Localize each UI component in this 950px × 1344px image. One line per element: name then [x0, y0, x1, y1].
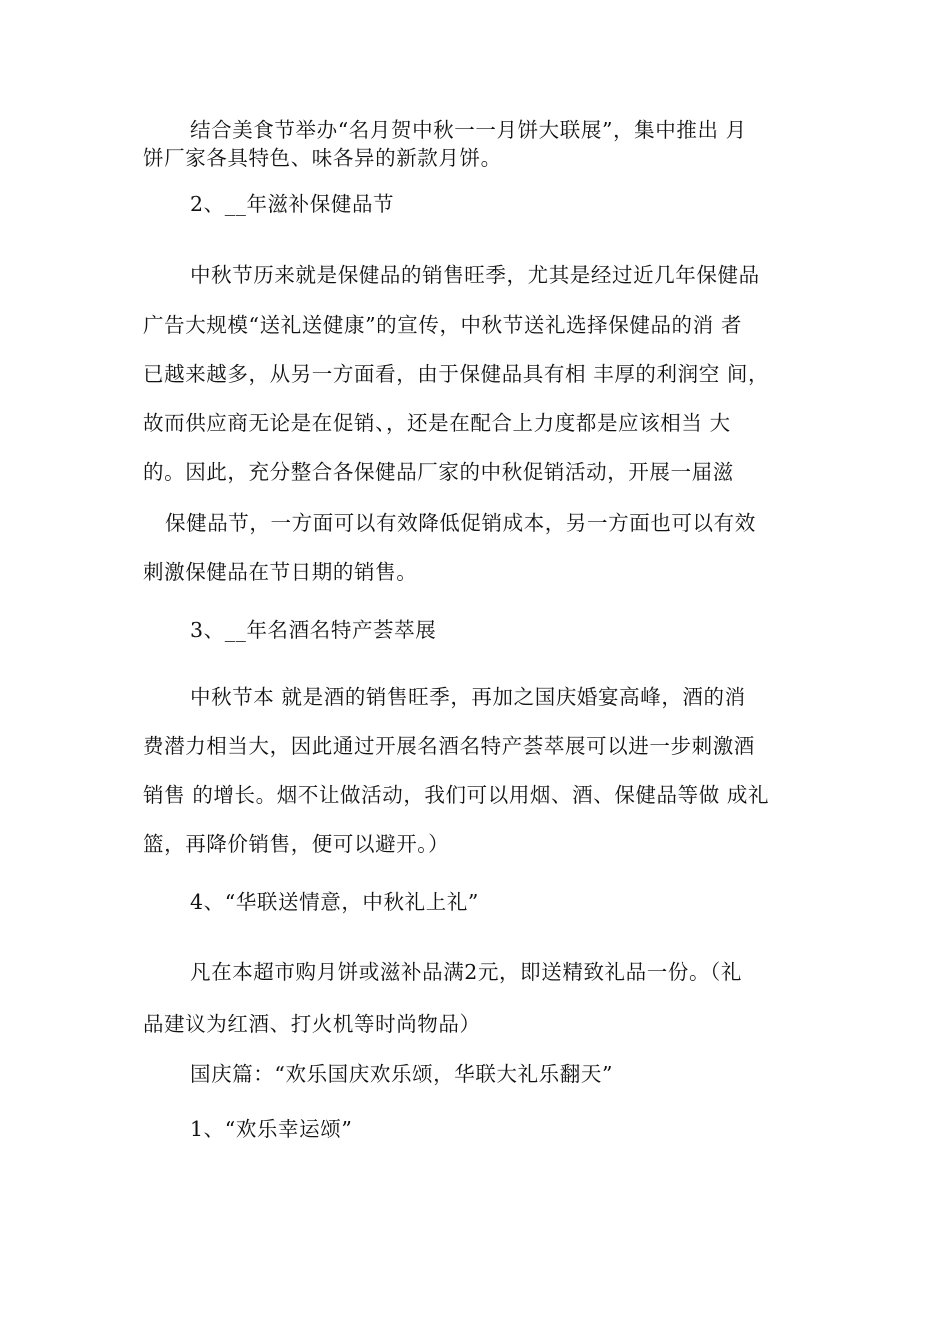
paragraph-line: 销售 的增长。烟不让做活动，我们可以用烟、酒、保健品等做 成礼	[143, 783, 770, 807]
paragraph-line: 凡在本超市购月饼或滋补品满2元，即送精致礼品一份。（礼	[190, 960, 742, 984]
paragraph-line: 广告大规模“送礼送健康”的宣传，中秋节送礼选择保健品的消 者	[143, 313, 742, 337]
paragraph-line: 已越来越多，从另一方面看，由于保健品具有相 丰厚的利润空 间，	[143, 362, 770, 386]
paragraph-line: 中秋节本 就是酒的销售旺季，再加之国庆婚宴高峰，酒的消	[190, 685, 746, 709]
paragraph-line: 费潜力相当大，因此通过开展名酒名特产荟萃展可以进一步刺激酒	[143, 734, 755, 758]
paragraph-line: 中秋节历来就是保健品的销售旺季，尤其是经过近几年保健品	[190, 263, 760, 287]
paragraph-line: 篮，再降价销售，便可以避开。）	[143, 832, 450, 856]
section-heading: 2、__年滋补保健品节	[190, 192, 395, 216]
section-heading: 3、__年名酒名特产荟萃展	[190, 618, 437, 642]
paragraph-line: 饼厂家各具特色、味各异的新款月饼。	[143, 146, 502, 170]
paragraph-line: 刺激保健品在节日期的销售。	[143, 560, 418, 584]
paragraph-line: 故而供应商无论是在促销、，还是在配合上力度都是应该相当 大	[143, 411, 731, 435]
section-heading: 1、“欢乐幸运颂”	[190, 1117, 353, 1141]
section-heading: 国庆篇：“欢乐国庆欢乐颂，华联大礼乐翻天”	[190, 1062, 614, 1086]
paragraph-line: 品建议为红酒、打火机等时尚物品）	[143, 1012, 481, 1036]
paragraph-line: 保健品节，一方面可以有效降低促销成本，另一方面也可以有效	[165, 511, 756, 535]
section-heading: 4、“华联送情意，中秋礼上礼”	[190, 890, 480, 914]
paragraph-line: 的。因此，充分整合各保健品厂家的中秋促销活动，开展一届滋	[143, 460, 734, 484]
paragraph-line: 结合美食节举办“名月贺中秋一一月饼大联展”，集中推出 月	[190, 118, 747, 142]
